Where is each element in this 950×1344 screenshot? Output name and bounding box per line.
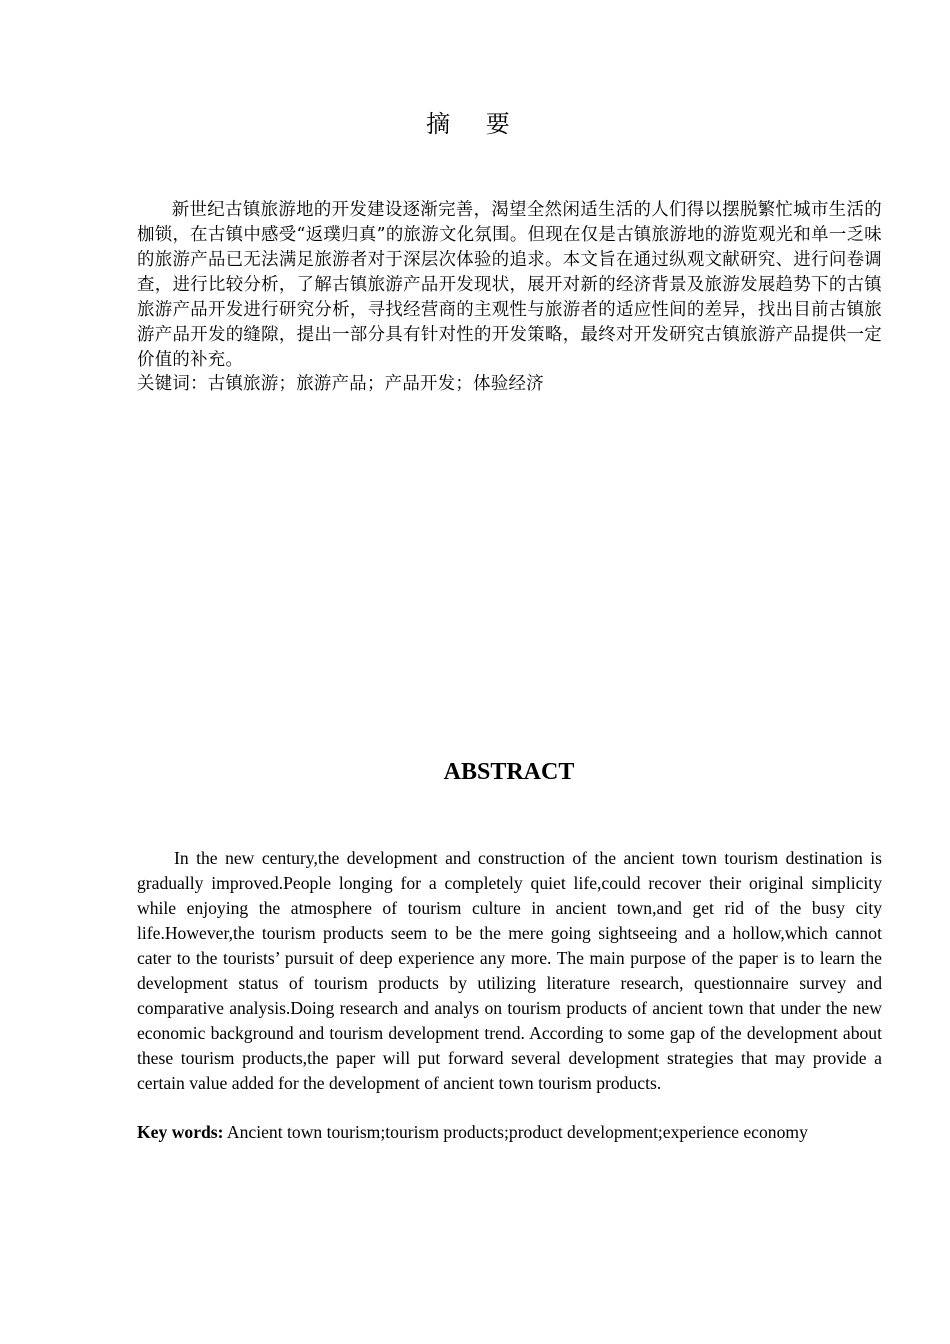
- chinese-abstract-body: 新世纪古镇旅游地的开发建设逐渐完善，渴望全然闲适生活的人们得以摆脱繁忙城市生活的枷锁，在古镇中感受“返璞归真”的旅游文化氛围。但现在仅是古镇旅游地的游览观光和单一乏味的旅游产品已无法满足旅游者对于深层次体验的追求。本文旨在通过纵观文献研究、进行问卷调查，进行比较分析，了解古镇旅游产品开发现状，展开对新的经济背景及旅游发展趋势下的古镇旅游产品开发进行研究分析，寻找经营商的主观性与旅游者的适应性间的差异，找出目前古镇旅游产品开发的缝隙，提出一部分具有针对性的开发策略，最终对开发研究古镇旅游产品提供一定价值的补充。: [137, 200, 882, 370]
- english-keywords-label: Key words:: [137, 1122, 224, 1142]
- chinese-abstract-title: 摘 要: [426, 110, 524, 138]
- english-keywords: [137, 1120, 897, 1145]
- chinese-keywords-value: 古镇旅游；旅游产品；产品开发；体验经济: [207, 374, 544, 394]
- english-abstract-body: In the new century,the development and construction of the ancient town tourism destination is gradually improved.People longing for a completely quiet life,could recover their original simplicity while enjoying the atmosphere of tourism culture in ancient town,and get rid of the busy city life.However,the tourism products seem to be the mere going sightseeing and a hollow,which cannot cater to the tourists’ pursuit of deep experience any more. The main purpose of the paper is to learn the development status of tourism products by utilizing literature research, questionnaire survey and comparative analysis.Doing research and analys on tourism products of ancient town that under the new economic background and tourism development trend. According to some gap of the development about these tourism products,the paper will put forward several development strategies that may provide a certain value added for the development of ancient town tourism products.: [137, 848, 882, 1093]
- english-keywords-value: Ancient town tourism;tourism products;product development;experience economy: [223, 1122, 808, 1142]
- chinese-keywords-label: 关键词：: [137, 374, 208, 394]
- chinese-keywords: [137, 372, 882, 397]
- english-abstract-title: ABSTRACT: [443, 759, 575, 785]
